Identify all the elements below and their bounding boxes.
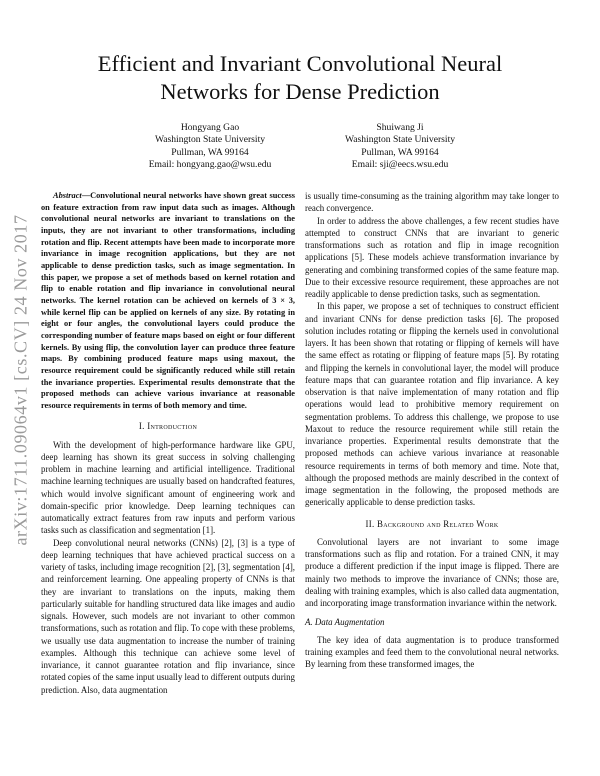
arxiv-identifier-text: arXiv:1711.09064v1 [cs.CV] 24 Nov 2017 xyxy=(10,214,31,546)
author-name: Hongyang Gao xyxy=(180,122,240,133)
section-title: Introduction xyxy=(147,421,198,432)
paper-title xyxy=(60,50,540,106)
author-location: Pullman, WA 99164 xyxy=(171,146,249,158)
right-column xyxy=(305,190,559,670)
abstract-dash: — xyxy=(81,191,91,200)
title-line-1: Efficient and Invariant Convolutional Neural xyxy=(97,51,503,76)
intro-paragraph-1: With the development of high-performance hardware like GPU, deep learning has shown its great success in solving challenging problem in machine learning and artificial intelligence. Traditional machine learning techniques are usually based on handcrafted features, which would involve significant amount of engineering work and domain-specific prior knowledge. Deep learning techniques can automatically extract features from raw inputs and perform various tasks such as classification and segmentation [1]. xyxy=(41,439,295,536)
author-affiliation: Washington State University xyxy=(154,134,266,146)
background-paragraph-1: Convolutional layers are not invariant to some image transformations such as flip and rotation. For a trained CNN, it may produce a different prediction if the input image is flipped. There are mainly two methods to improve the invariance of CNNs; those are, dealing with training examples, which is also called data augmentation, and incorporating image transformation invariance within the network. xyxy=(305,536,559,608)
author-location: Pullman, WA 99164 xyxy=(361,146,439,158)
section-heading-introduction xyxy=(41,420,295,432)
arxiv-identifier xyxy=(2,150,40,610)
author-block-1 xyxy=(110,122,310,172)
intro-paragraph-4: In this paper, we propose a set of techniques to construct efficient and invariant CNNs for dense prediction tasks [6]. The proposed solution includes rotating or flipping the kernels used in convolutional layers. It has been shown that rotating or flipping of kernels will have the same effect as rotating or flipping of feature maps [5]. By rotating and flipping the kernels in convolutional layer, the model will produce feature maps that can guarantee rotation and flip invariance. A key observation is that naïve implementation of many rotation and flip operations would lead to prohibitive memory requirement on segmentation problems. To address this challenge, we propose to use Maxout to reduce the resource requirement while still retain the invariance properties. Experimental results demonstrate that the proposed methods can achieve various invariance at reasonable resource requirements in terms of both memory and time. Note that, although the proposed methods are mainly described in the context of image segmentation in the following, the proposed methods are generically applicable to dense prediction tasks. xyxy=(305,301,559,508)
data-augmentation-paragraph-1: The key idea of data augmentation is to produce transformed training examples and feed them to the convolutional neural networks. By learning from these transformed images, the xyxy=(305,634,559,669)
section-heading-background xyxy=(305,518,559,530)
intro-continuation: is usually time-consuming as the training algorithm may take longer to reach convergence. xyxy=(305,191,559,214)
section-numeral: II. xyxy=(365,518,375,529)
author-name: Shuiwang Ji xyxy=(376,122,424,133)
author-email: Email: hongyang.gao@wsu.edu xyxy=(148,159,272,171)
author-email: Email: sji@eecs.wsu.edu xyxy=(351,159,449,171)
subsection-heading-data-augmentation: A. Data Augmentation xyxy=(305,617,385,628)
author-block-2 xyxy=(300,122,500,172)
abstract xyxy=(41,190,295,411)
abstract-text: Convolutional neural networks have shown great success on feature extraction from raw input data such as images. Although convolutional neural networks are invariant to translations on the inputs, they are not invariant to other transformations, including rotation and flip. Recent attempts have been made to incorporate more invariance in image recognition applications, but they are not applicable to dense prediction tasks, such as image segmentation. In this paper, we propose a set of methods based on kernel rotation and flip to enable rotation and flip invariance in convolutional neural networks. The kernel rotation can be achieved on kernels of 3 × 3, while kernel flip can be applied on kernels of any size. By rotating in eight or four angles, the convolutional layers could produce the corresponding number of feature maps based on eight or four different kernels. By using flip, the convolution layer can produce three feature maps. By combining produced feature maps using maxout, the resource requirement could be significantly reduced while still retain the invariance properties. Experimental results demonstrate that the proposed methods can achieve various invariance at reasonable resource requirements in terms of both memory and time. xyxy=(41,191,295,410)
section-numeral: I. xyxy=(138,421,145,432)
author-affiliation: Washington State University xyxy=(344,134,456,146)
intro-paragraph-3: In order to address the above challenges, a few recent studies have attempted to construct CNNs that are invariant to generic transformations such as rotation and flip in image recognition applications [5]. These models achieve transformation invariance by generating and combining transformed copies of the same feature map. Due to their excessive resource requirement, these approaches are not readily applicable to dense prediction tasks, such as segmentation. xyxy=(305,215,559,299)
section-title: Background and Related Work xyxy=(377,518,499,529)
title-line-2: Networks for Dense Prediction xyxy=(160,79,440,104)
abstract-label: Abstract xyxy=(53,191,82,200)
left-column xyxy=(41,190,295,696)
intro-paragraph-2: Deep convolutional neural networks (CNNs) [2], [3] is a type of deep learning techniques that have achieved practical success on a variety of tasks, including image recognition [2], [3], segmentation [4], and reinforcement learning. One appealing property of CNNs is that they are invariant to translations on the inputs, making them particularly suitable for handling structured data like images and audio signals. However, such models are not invariant to other common transformations, such as rotation and flip. To cope with these problems, we usually use data augmentation to increase the number of training examples. Although this technique can achieve some level of invariance, it cannot guarantee rotation and flip invariance, since rotated copies of the same input usually lead to different outputs during prediction. Also, data augmentation xyxy=(41,537,295,695)
